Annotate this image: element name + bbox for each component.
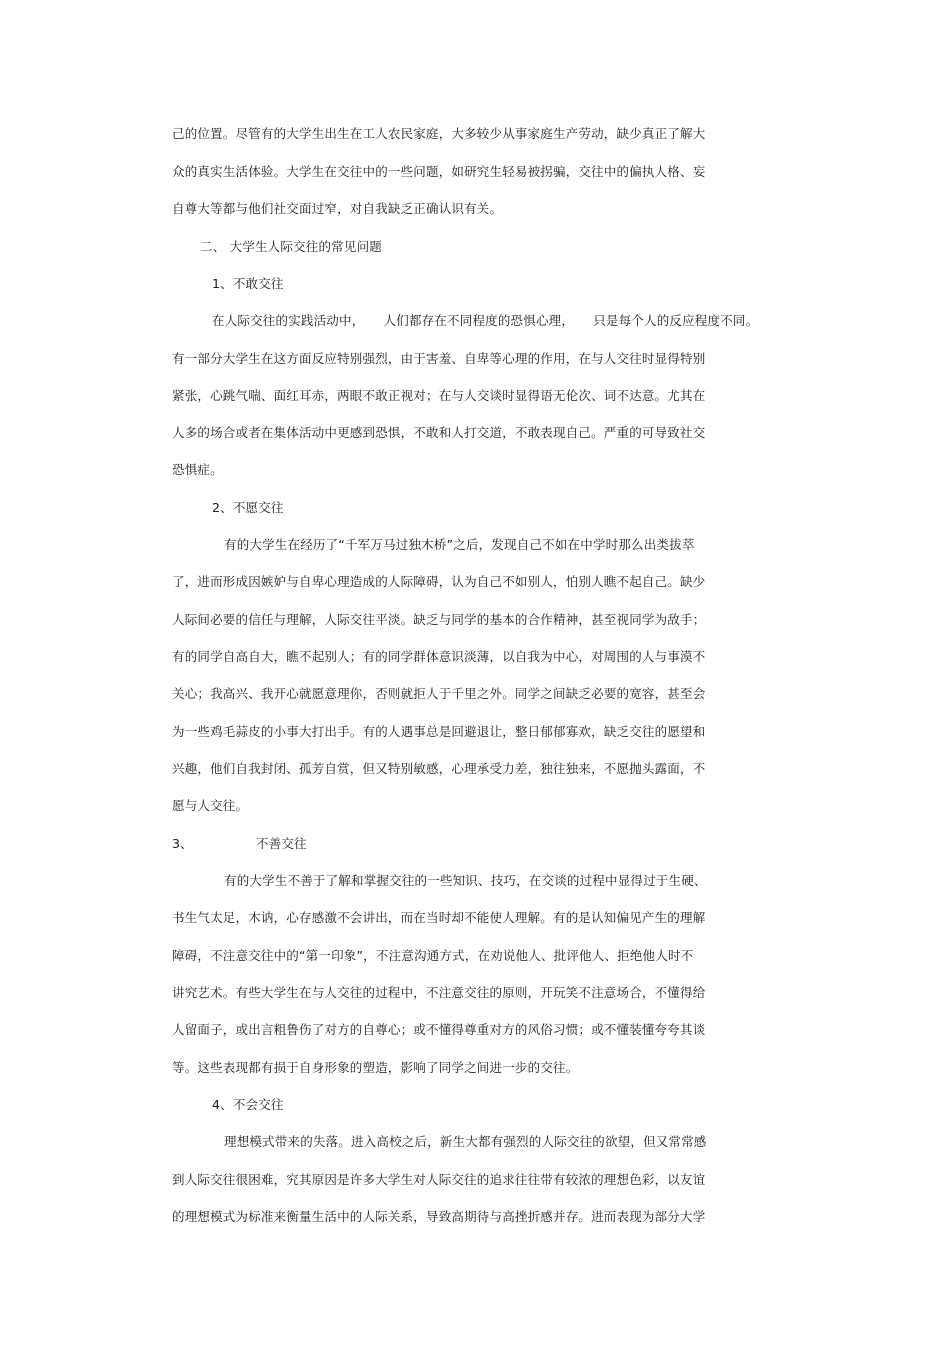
text-line: 己的位置。尽管有的大学生出生在工人农民家庭，大多较少从事家庭生产劳动，缺少真正了解大 bbox=[172, 126, 706, 141]
text-line: 人多的场合或者在集体活动中更感到恐惧，不敢和人打交道，不敢表现自己。严重的可导致社交 bbox=[172, 425, 706, 440]
text-line: 众的真实生活体验。大学生在交往中的一些问题，如研究生轻易被拐骗，交往中的偏执人格、妄 bbox=[172, 164, 706, 179]
text-line: 讲究艺术。有些大学生在与人交往的过程中，不注意交往的原则，开玩笑不注意场合，不懂得给 bbox=[172, 985, 706, 1000]
text-line: 障碍，不注意交往中的“第一印象”，不注意沟通方式，在劝说他人、批评他人、拒绝他人时不 bbox=[172, 948, 694, 963]
text-line: 的理想模式为标准来衡量生活中的人际关系，导致高期待与高挫折感并存。进而表现为部分大学 bbox=[172, 1209, 706, 1224]
subsection-number: 3、 bbox=[172, 836, 193, 851]
text-line: 理想模式带来的失落。进入高校之后，新生大都有强烈的人际交往的欲望，但又常常感 bbox=[224, 1134, 707, 1149]
text-line: 了，进而形成因嫉妒与自卑心理造成的人际障碍，认为自己不如别人，怕别人瞧不起自己。缺少 bbox=[172, 574, 706, 589]
text-line: 自尊大等都与他们社交面过窄，对自我缺乏正确认识有关。 bbox=[172, 201, 503, 216]
text-line: 有一部分大学生在这方面反应特别强烈，由于害羞、自卑等心理的作用，在与人交往时显得特别 bbox=[172, 351, 706, 366]
text-line: 恐惧症。 bbox=[172, 462, 223, 477]
text-line: 人际间必要的信任与理解，人际交往平淡。缺乏与同学的基本的合作精神，甚至视同学为敌手； bbox=[172, 612, 706, 627]
subsection-heading: 不善交往 bbox=[256, 836, 307, 851]
text-line: 到人际交往很困难，究其原因是许多大学生对人际交往的追求往往带有较浓的理想色彩，以友谊 bbox=[172, 1172, 706, 1187]
text-line: 兴趣，他们自我封闭、孤芳自赏，但又特别敏感，心理承受力差，独往独来，不愿抛头露面，不 bbox=[172, 761, 706, 776]
text-line: 为一些鸡毛蒜皮的小事大打出手。有的人遇事总是回避退让，整日郁郁寡欢，缺乏交往的愿望和 bbox=[172, 724, 706, 739]
text-line: 有的大学生在经历了“千军万马过独木桥”之后，发现自己不如在中学时那么出类拔萃 bbox=[224, 537, 695, 552]
text-line: 紧张，心跳气喘、面红耳赤，两眼不敢正视对；在与人交谈时显得语无伦次、词不达意。尤其在 bbox=[172, 388, 706, 403]
text-line: 等。这些表现都有损于自身形象的塑造，影响了同学之间进一步的交往。 bbox=[172, 1060, 579, 1075]
text-line: 人留面子，或出言粗鲁伤了对方的自尊心；或不懂得尊重对方的风俗习惯；或不懂装懂夸夸其谈 bbox=[172, 1022, 706, 1037]
subsection-heading: 4、不会交往 bbox=[212, 1097, 284, 1112]
text-line: 在人际交往的实践活动中， 人们都存在不同程度的恐惧心理， 只是每个人的反应程度不同。 bbox=[212, 313, 759, 328]
text-line: 书生气太足，木讷，心存感激不会讲出，而在当时却不能使人理解。有的是认知偏见产生的理解 bbox=[172, 910, 706, 925]
subsection-heading: 2、不愿交往 bbox=[212, 500, 284, 515]
text-line: 有的大学生不善于了解和掌握交往的一些知识、技巧，在交谈的过程中显得过于生硬、 bbox=[224, 873, 707, 888]
subsection-heading: 1、不敢交往 bbox=[212, 276, 284, 291]
text-line: 关心；我高兴、我开心就愿意理你，否则就拒人于千里之外。同学之间缺乏必要的宽容，甚至会 bbox=[172, 686, 706, 701]
text-line: 愿与人交往。 bbox=[172, 798, 249, 813]
text-line: 有的同学自高自大，瞧不起别人；有的同学群体意识淡薄，以自我为中心，对周围的人与事漠不 bbox=[172, 649, 706, 664]
section-heading: 二、 大学生人际交往的常见问题 bbox=[200, 239, 382, 254]
